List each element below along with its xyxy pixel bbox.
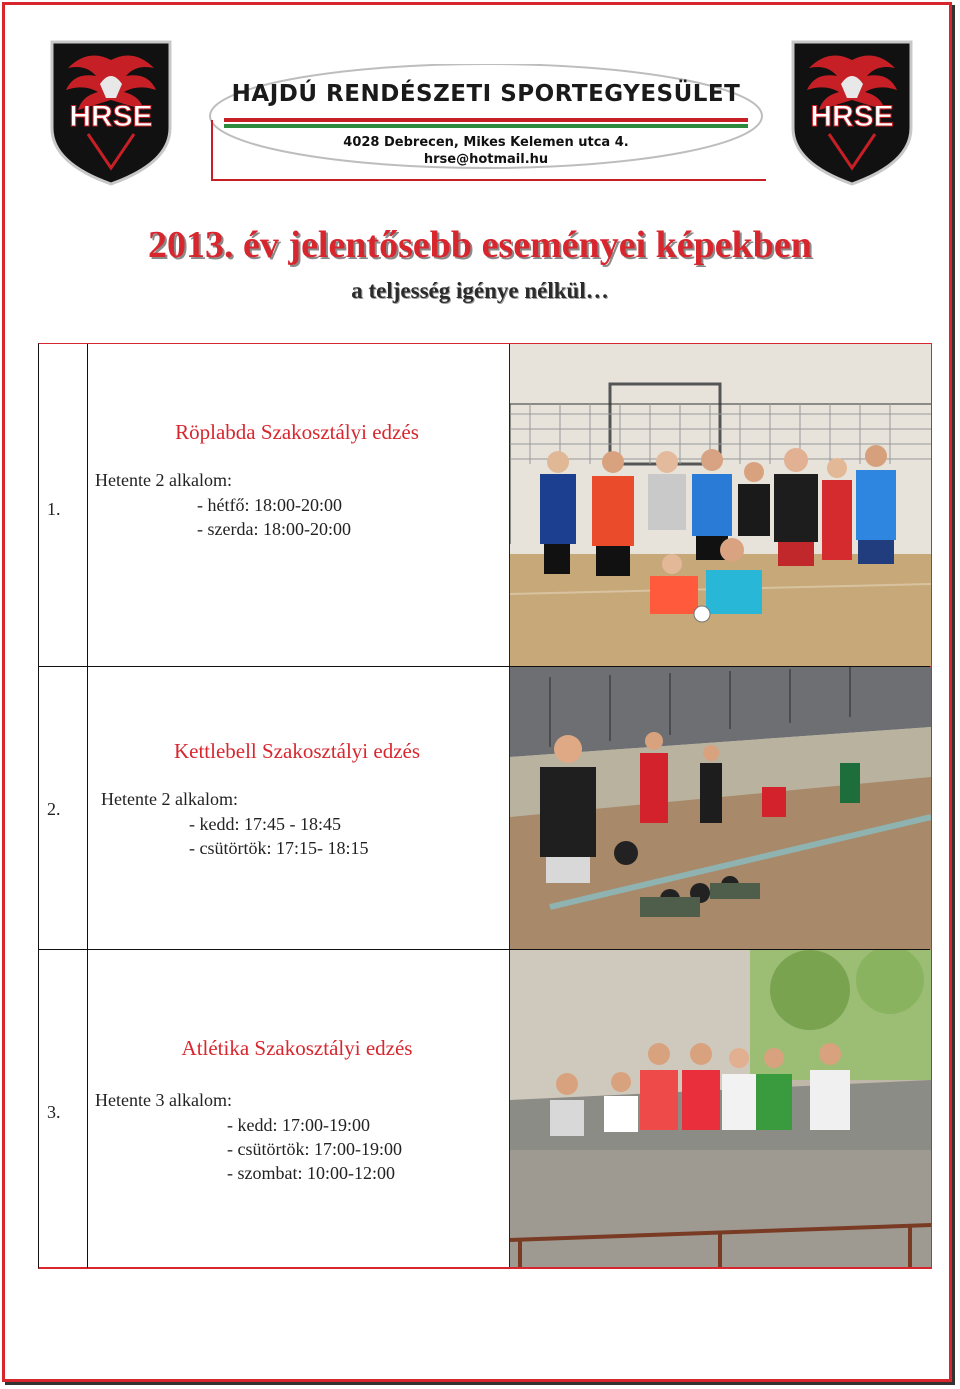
event-info [87,950,507,1269]
club-address: 4028 Debrecen, Mikes Kelemen utca 4. [343,135,629,150]
event-info [87,667,507,950]
row-number-cell [39,667,88,949]
events-table [38,343,932,1269]
club-logo-left [48,38,174,188]
kettlebell-training-photo [509,667,931,950]
event-frequency: Hetente 2 alkalom: [101,789,238,809]
row-number-cell [39,344,88,666]
club-banner [206,64,766,182]
club-email: hrse@hotmail.hu [423,152,549,167]
event-info [87,344,507,666]
row-number: 3. [47,1102,61,1122]
event-session: - csütörtök: 17:15- 18:15 [189,838,369,858]
row-number: 1. [47,499,61,519]
event-session: - kedd: 17:45 - 18:45 [189,814,341,834]
row-number-cell [39,950,88,1268]
event-frequency: Hetente 2 alkalom: [95,470,232,490]
club-name: HAJDÚ RENDÉSZETI SPORTEGYESÜLET [231,81,741,107]
event-session: - szerda: 18:00-20:00 [197,519,351,539]
volleyball-team-photo [509,344,931,666]
page-subtitle: a teljesség igénye nélkül… [351,278,609,303]
event-title: Röplabda Szakosztályi edzés [175,420,419,444]
event-session: - csütörtök: 17:00-19:00 [227,1139,402,1159]
club-logo-right [789,38,915,188]
event-title: Atlétika Szakosztályi edzés [181,1036,413,1060]
page-title: 2013. év jelentősebb eseményei képekben [148,224,812,266]
event-session: - szombat: 10:00-12:00 [227,1163,395,1183]
event-session: - hétfő: 18:00-20:00 [197,495,342,515]
event-session: - kedd: 17:00-19:00 [227,1115,370,1135]
svg-text:HRSE: HRSE [810,100,894,133]
svg-text:HRSE: HRSE [69,100,153,133]
event-title: Kettlebell Szakosztályi edzés [173,739,421,763]
event-frequency: Hetente 3 alkalom: [95,1090,232,1110]
row-number: 2. [47,799,61,819]
athletics-group-photo [509,950,931,1267]
event-row-kettlebell [39,666,930,949]
event-row-athletics [39,949,930,1268]
event-row-volleyball [39,344,930,666]
